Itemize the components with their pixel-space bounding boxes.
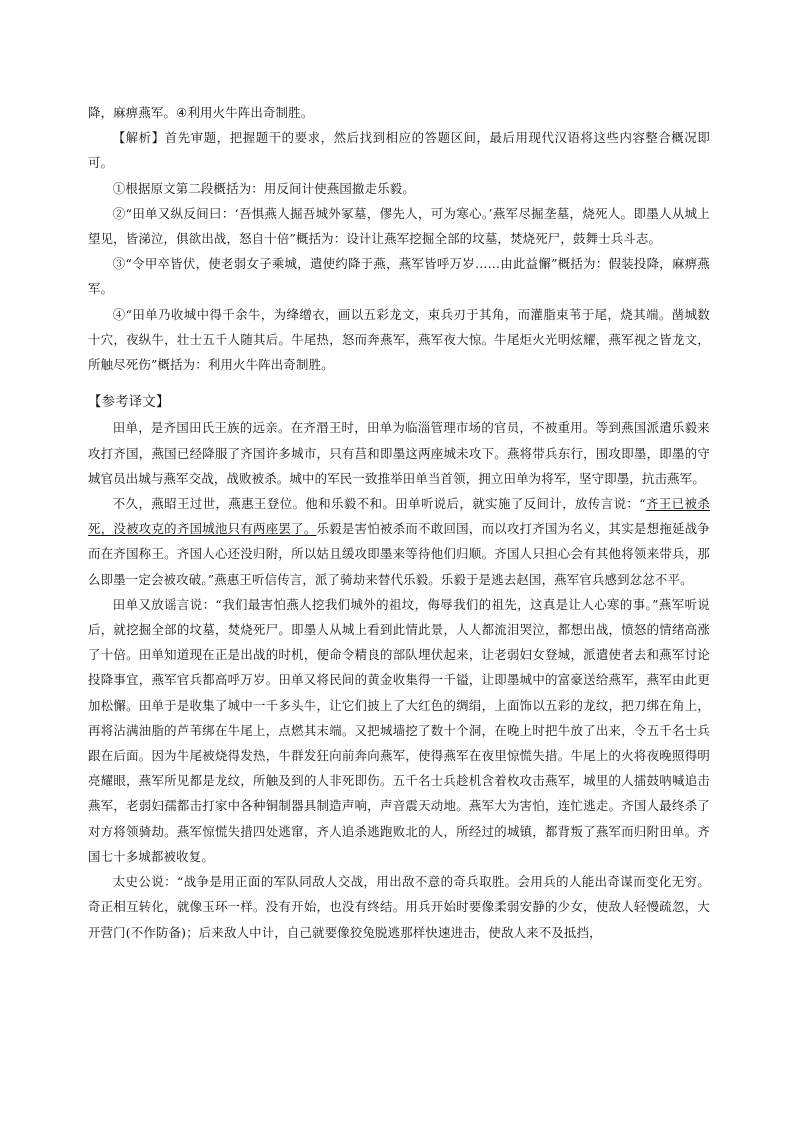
translation-p2-rest: 乐毅是害怕被杀而不敢回国，而以攻打齐国为名义，其实是想拖延战争而在齐国称王。齐国人心还没归附，所以姑且缓攻即墨来等待他们归顺。齐国人只担心会有其他将领来带兵，那么即墨一定会被攻破。”燕惠王听信传言，派了骑劫来替代乐毅。乐毅于是逃去赵国，燕军官兵感到忿忿不平。	[88, 521, 710, 587]
translation-paragraph-3: 田单又放谣言说：“我们最害怕燕人挖我们城外的祖坟，侮辱我们的祖先，这真是让人心寒的事。”燕军听说后，就挖掘全部的坟墓，焚烧死尸。即墨人从城上看到此情此景，人人都流泪哭泣，都想出战，愤怒的情绪高涨了十倍。田单知道现在正是出战的时机，便命令精良的部队埋伏起来，让老弱妇女登城，派遣使者去和燕军讨论投降事宜，燕军官兵都高呼万岁。田单又将民间的黄金收集得一千镒，让即墨城中的富豪送给燕军，燕军由此更加松懈。田单于是收集了城中一千多头牛，让它们披上了大红色的绸绢，上面饰以五彩的龙纹，把刀绑在角上，再将沾满油脂的芦苇绑在牛尾上，点燃其末端。又把城墙挖了数十个洞，在晚上时把牛放了出来，令五千名士兵跟在后面。因为牛尾被烧得发热，牛群发狂向前奔向燕军，使得燕军在夜里惊慌失措。牛尾上的火将夜晚照得明亮耀眼，燕军所见都是龙纹，所触及到的人非死即伤。五千名士兵趁机含着枚攻击燕军，城里的人擂鼓呐喊追击燕军，老弱妇孺都击打家中各种铜制器具制造声响，声音震天动地。燕军大为害怕，连忙逃走。齐国人最终杀了对方将领骑劫。燕军惊慌失措四处逃窜，齐人追杀逃跑败北的人，所经过的城镇，都背叛了燕军而归附田单。齐国七十多城都被收复。	[88, 596, 710, 864]
translation-p2-start: 不久，燕昭王过世，燕惠王登位。他和乐毅不和。田单听说后，就实施了反间计，放传言说：“	[112, 496, 646, 512]
translation-paragraph-1: 田单，是齐国田氏王族的远亲。在齐湣王时，田单为临淄管理市场的官员，不被重用。等到燕国派遣乐毅来攻打齐国，燕国已经降服了齐国许多城市，只有莒和即墨这两座城未攻下。燕将带兵东行，围攻即墨，即墨的守城官员出城与燕军交战，战败被杀。城中的军民一致推举田单当首领，拥立田单为将军，坚守即墨，抗击燕军。	[88, 420, 710, 486]
analysis-point-1: ①根据原文第二段概括为：用反间计使燕国撤走乐毅。	[112, 180, 415, 196]
analysis-point-2: ②“田单又纵反间曰：‘吾惧燕人掘吾城外冢墓，僇先人，可为寒心。’燕军尽掘垄墓，烧死人。即墨人从城上望见，皆涕泣，俱欲出战，怒自十倍”概括为：设计让燕军挖掘全部的坟墓，焚烧死尸，鼓舞士兵斗志。	[88, 205, 710, 247]
translation-heading: 【参考译文】	[88, 395, 170, 411]
underlined-quote: 齐王已被杀死，没被攻克的齐国城池只有两座罢了。	[88, 496, 710, 537]
analysis-paragraph	[88, 125, 710, 175]
intro-line	[88, 100, 710, 125]
analysis-point-4: ④“田单乃收城中得千余牛，为绛缯衣，画以五彩龙文，束兵刃于其角，而灌脂束苇于尾，烧其端。凿城数十穴，夜纵牛，壮士五千人随其后。牛尾热，怒而奔燕军，燕军夜大惊。牛尾炬火光明炫耀，燕军视之皆龙文，所触尽死伤”概括为：利用火牛阵出奇制胜。	[88, 306, 710, 373]
analysis-label: 【解析】	[112, 130, 165, 146]
document-page	[88, 100, 710, 945]
analysis-point-3: ③“令甲卒皆伏，使老弱女子乘城，遣使约降于燕，燕军皆呼万岁……由此益懈”概括为：假装投降，麻痹燕军。	[88, 256, 710, 297]
intro-line-text: 降，麻痹燕军。	[88, 105, 177, 120]
intro-line-point-4: ④利用火牛阵出奇制胜。	[176, 105, 314, 120]
analysis-text: 首先审题，把握题干的要求，然后找到相应的答题区间，最后用现代汉语将这些内容整合概况即可。	[88, 130, 710, 171]
translation-paragraph-4: 太史公说：“战争是用正面的军队同敌人交战，用出敌不意的奇兵取胜。会用兵的人能出奇谋而变化无穷。奇正相互转化，就像玉环一样。没有开始，也没有终结。用兵开始时要像柔弱安静的少女，使敌人轻慢疏忽，大开营门(不作防备)；后来敌人中计，自己就要像狡兔脱逃那样快速进击，使敌人来不及抵挡，	[88, 874, 710, 940]
translation-paragraph-2	[88, 491, 710, 592]
